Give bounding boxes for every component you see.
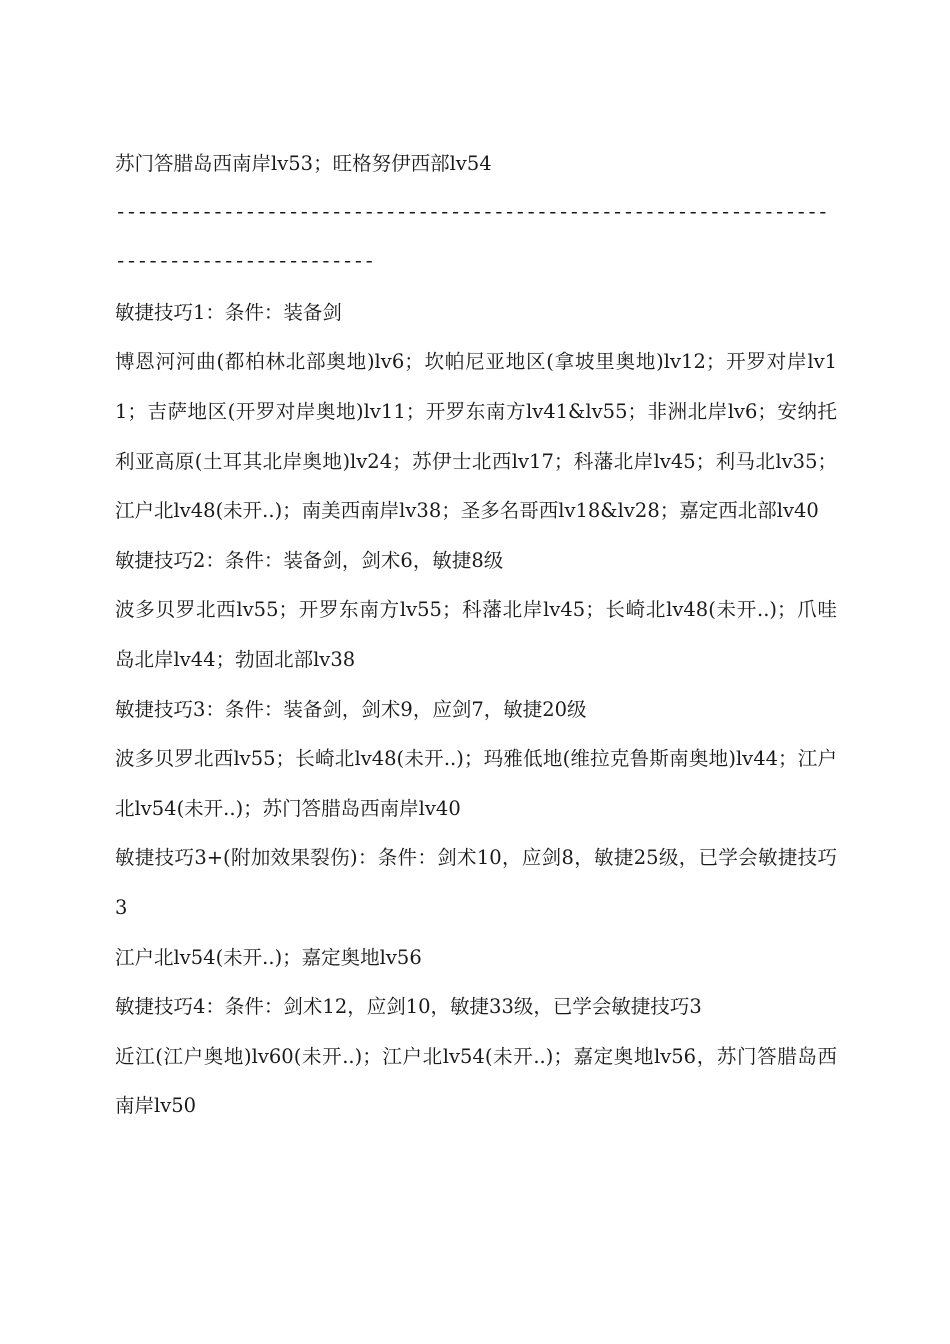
skill-heading: 敏捷技巧3+(附加效果裂伤)：条件：剑术10，应剑8，敏捷25级，已学会敏捷技巧3 — [115, 846, 837, 919]
document-body — [115, 139, 837, 1131]
location-list: 波多贝罗北西lv55；开罗东南方lv55；科藩北岸lv45；长崎北lv48(未开..)；爪哇岛北岸lv44；勃固北部lv38 — [115, 598, 837, 671]
location-list: 博恩河河曲(都柏林北部奥地)lv6；坎帕尼亚地区(拿坡里奥地)lv12；开罗对岸lv11；吉萨地区(开罗对岸奥地)lv11；开罗东南方lv41&lv55；非洲北岸lv6；安纳托利亚高原(土耳其北岸奥地)lv24；苏伊士北西lv17；科藩北岸lv45；利马北lv35；江户北lv48(未开..)；南美西南岸lv38；圣多名哥西lv18&lv28；嘉定西北部lv40 — [115, 350, 837, 523]
location-list: 苏门答腊岛西南岸lv53；旺格努伊西部lv54 — [115, 152, 492, 175]
skill-heading: 敏捷技巧2：条件：装备剑，剑术6，敏捷8级 — [115, 548, 504, 572]
location-list: 波多贝罗北西lv55；长崎北lv48(未开..)；玛雅低地(维拉克鲁斯南奥地)lv44；江户北lv54(未开..)；苏门答腊岛西南岸lv40 — [115, 747, 837, 820]
separator-line: ------------------------------------------------------------------------------------------ — [115, 201, 828, 274]
location-list: 近江(江户奥地)lv60(未开..)；江户北lv54(未开..)；嘉定奥地lv56，苏门答腊岛西南岸lv50 — [115, 1044, 837, 1118]
location-list: 江户北lv54(未开..)；嘉定奥地lv56 — [115, 945, 422, 969]
skill-heading: 敏捷技巧3：条件：装备剑，剑术9，应剑7，敏捷20级 — [115, 697, 587, 721]
skill-heading: 敏捷技巧1：条件：装备剑 — [115, 300, 342, 324]
skill-heading: 敏捷技巧4：条件：剑术12，应剑10，敏捷33级，已学会敏捷技巧3 — [115, 995, 702, 1019]
